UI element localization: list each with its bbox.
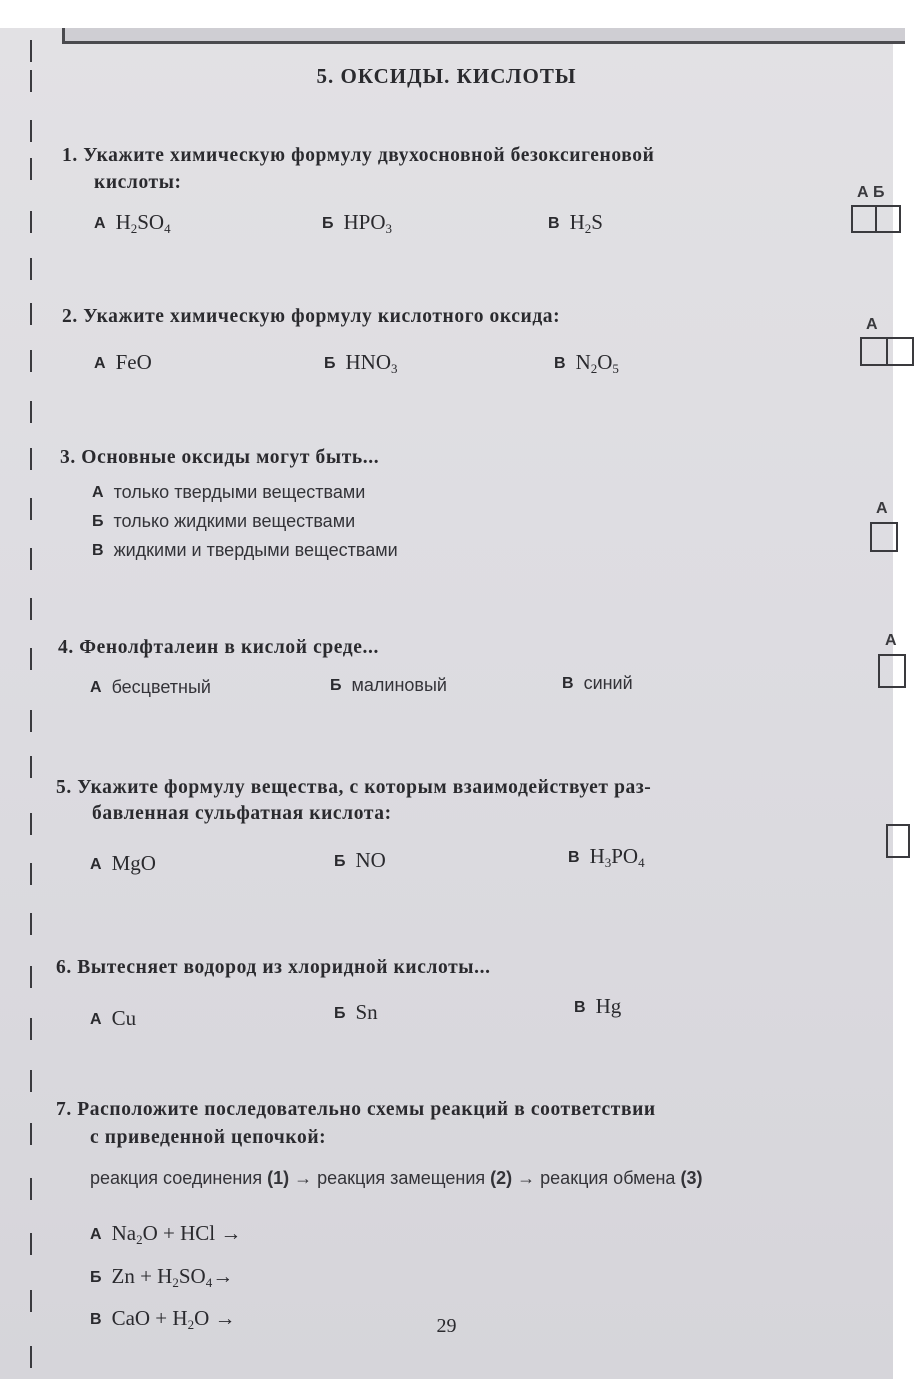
formula: Hg bbox=[595, 994, 622, 1018]
formula: Sn bbox=[355, 1000, 378, 1024]
question-2-text: 2. Укажите химическую формулу кислотного оксида: bbox=[62, 306, 561, 327]
formula: NO bbox=[355, 848, 386, 872]
formula: $HPO_3$ bbox=[343, 210, 393, 236]
binding-mark bbox=[30, 598, 32, 620]
option-letter: А bbox=[94, 215, 106, 232]
binding-mark bbox=[30, 1290, 32, 1312]
option-letter: В bbox=[554, 355, 566, 372]
formula: Cu bbox=[111, 1006, 137, 1030]
binding-mark bbox=[30, 966, 32, 988]
q1-option-a[interactable] bbox=[94, 210, 171, 237]
option-letter: Б bbox=[322, 215, 334, 232]
binding-mark bbox=[30, 303, 32, 325]
option-text: малиновый bbox=[351, 675, 447, 695]
option-letter: Б bbox=[92, 513, 104, 530]
binding-mark bbox=[30, 648, 32, 670]
binding-mark bbox=[30, 401, 32, 423]
option-letter: А bbox=[90, 1011, 102, 1028]
option-text: только твердыми веществами bbox=[113, 482, 366, 502]
q7-option-b[interactable] bbox=[90, 1264, 233, 1291]
option-letter: В bbox=[90, 1311, 102, 1328]
q6-option-a[interactable] bbox=[90, 1006, 136, 1031]
binding-mark bbox=[30, 1233, 32, 1255]
binding-mark bbox=[30, 158, 32, 180]
header-rule bbox=[62, 28, 905, 44]
answer-box[interactable] bbox=[851, 205, 877, 233]
q5-option-a[interactable] bbox=[90, 851, 156, 876]
binding-mark bbox=[30, 258, 32, 280]
option-letter: А bbox=[92, 484, 104, 501]
answer-grid-header: А bbox=[885, 632, 897, 649]
question-5-text-cont: бавленная сульфатная кислота: bbox=[92, 803, 392, 824]
reaction-chain: реакция соединения (1) → реакция замещения (2) → реакция обмена (3) bbox=[90, 1168, 703, 1188]
option-letter: Б bbox=[324, 355, 336, 372]
option-letter: В bbox=[562, 675, 574, 692]
formula: $Zn + H_2SO_4\to$ bbox=[111, 1264, 234, 1290]
q4-option-c[interactable] bbox=[562, 673, 633, 694]
option-letter: В bbox=[92, 542, 104, 559]
q5-option-c[interactable] bbox=[568, 844, 645, 871]
option-letter: А bbox=[90, 1226, 102, 1243]
option-letter: Б bbox=[90, 1269, 102, 1286]
question-1-text-cont: кислоты: bbox=[94, 172, 182, 193]
option-letter: В bbox=[548, 215, 560, 232]
section-title: 5. ОКСИДЫ. КИСЛОТЫ bbox=[316, 64, 577, 88]
page-sheet bbox=[0, 28, 897, 1379]
q2-option-b[interactable] bbox=[324, 350, 398, 377]
binding-mark bbox=[30, 813, 32, 835]
q4-option-b[interactable] bbox=[330, 675, 447, 696]
binding-mark bbox=[30, 211, 32, 233]
answer-grid-header: А Б bbox=[857, 184, 885, 201]
q2-option-a[interactable] bbox=[94, 350, 152, 375]
formula: FeO bbox=[115, 350, 152, 374]
binding-mark bbox=[30, 756, 32, 778]
answer-box[interactable] bbox=[878, 654, 906, 688]
q3-option-a[interactable] bbox=[92, 482, 365, 503]
option-letter: В bbox=[574, 999, 586, 1016]
question-6-text: 6. Вытесняет водород из хлоридной кислоты... bbox=[56, 957, 491, 978]
binding-mark bbox=[30, 1178, 32, 1200]
formula: $N_2O_5$ bbox=[575, 350, 619, 376]
option-letter: А bbox=[94, 355, 106, 372]
binding-mark bbox=[30, 350, 32, 372]
binding-mark bbox=[30, 913, 32, 935]
binding-mark bbox=[30, 1346, 32, 1368]
q6-option-c[interactable] bbox=[574, 994, 621, 1019]
question-3-text: 3. Основные оксиды могут быть... bbox=[60, 447, 380, 468]
binding-mark bbox=[30, 1018, 32, 1040]
question-1-text: 1. Укажите химическую формулу двухосновной безоксигеновой bbox=[62, 145, 655, 166]
option-text: бесцветный bbox=[111, 677, 211, 697]
option-letter: Б bbox=[334, 1005, 346, 1022]
binding-mark bbox=[30, 448, 32, 470]
binding-mark bbox=[30, 548, 32, 570]
q6-option-b[interactable] bbox=[334, 1000, 378, 1025]
question-4-text: 4. Фенолфталеин в кислой среде... bbox=[58, 637, 379, 658]
option-text: только жидкими веществами bbox=[113, 511, 356, 531]
question-5-text: 5. Укажите формулу вещества, с которым взаимодействует раз- bbox=[56, 777, 652, 798]
binding-mark bbox=[30, 120, 32, 142]
binding-marks bbox=[30, 28, 34, 1379]
option-letter: Б bbox=[330, 677, 342, 694]
answer-box[interactable] bbox=[875, 205, 901, 233]
answer-box[interactable] bbox=[886, 337, 914, 366]
q1-option-c[interactable] bbox=[548, 210, 603, 237]
binding-mark bbox=[30, 40, 32, 62]
answer-grid-header: А bbox=[866, 316, 878, 333]
q4-option-a[interactable] bbox=[90, 677, 211, 698]
option-letter: А bbox=[90, 856, 102, 873]
q7-option-a[interactable] bbox=[90, 1221, 241, 1248]
question-7-text-cont: с приведенной цепочкой: bbox=[90, 1127, 327, 1148]
option-letter: А bbox=[90, 679, 102, 696]
option-letter: Б bbox=[334, 853, 346, 870]
answer-box[interactable] bbox=[886, 824, 910, 858]
q1-option-b[interactable] bbox=[322, 210, 392, 237]
option-text: синий bbox=[583, 673, 633, 693]
question-7-text: 7. Расположите последовательно схемы реакций в соответствии bbox=[56, 1099, 656, 1120]
binding-mark bbox=[30, 863, 32, 885]
binding-mark bbox=[30, 1070, 32, 1092]
answer-grid-header: А bbox=[876, 500, 888, 517]
formula: $Na_2O$ + HCl → bbox=[111, 1221, 242, 1247]
q2-option-c[interactable] bbox=[554, 350, 619, 377]
formula: $H_2S$ bbox=[569, 210, 603, 236]
q3-option-b[interactable] bbox=[92, 511, 355, 532]
binding-mark bbox=[30, 498, 32, 520]
formula: CaO + $H_2O$ → bbox=[111, 1306, 236, 1332]
formula: $H_2SO_4$ bbox=[115, 210, 171, 236]
q5-option-b[interactable] bbox=[334, 848, 386, 873]
answer-box[interactable] bbox=[860, 337, 888, 366]
formula: $H_3PO_4$ bbox=[589, 844, 645, 870]
q3-option-c[interactable] bbox=[92, 540, 398, 561]
formula: $HNO_3$ bbox=[345, 350, 398, 376]
formula: MgO bbox=[111, 851, 156, 875]
answer-box[interactable] bbox=[870, 522, 898, 552]
option-text: жидкими и твердыми веществами bbox=[113, 540, 398, 560]
binding-mark bbox=[30, 710, 32, 732]
binding-mark bbox=[30, 1123, 32, 1145]
option-letter: В bbox=[568, 849, 580, 866]
page-number: 29 bbox=[436, 1315, 457, 1337]
